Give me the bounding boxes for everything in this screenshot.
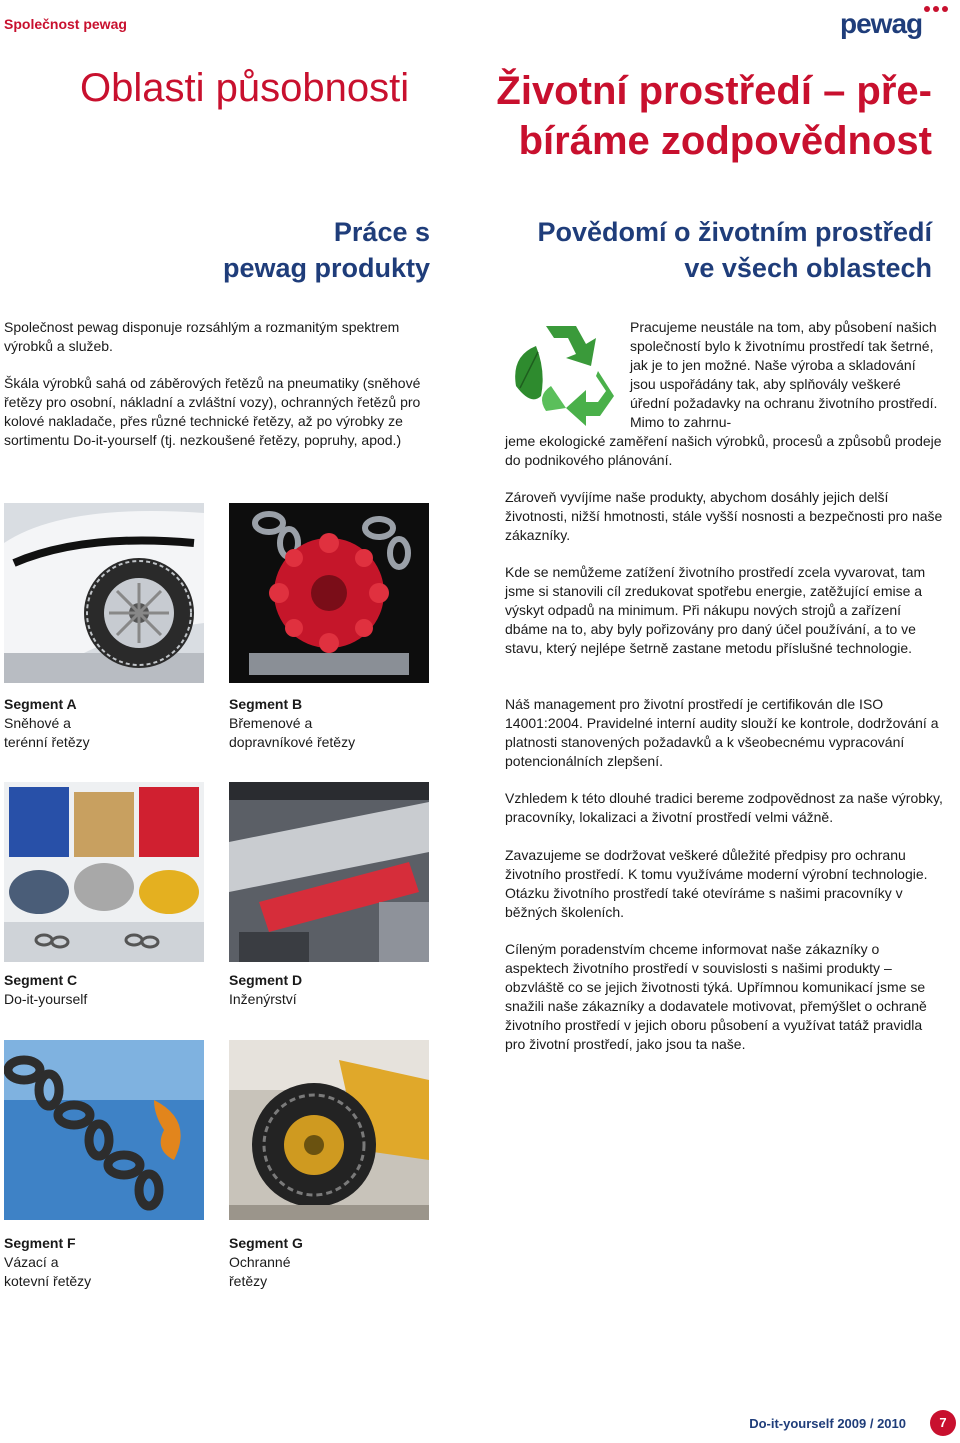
left-subtitle-line: pewag produkty — [222, 253, 430, 283]
segment-name: Segment C — [4, 972, 78, 988]
logo-dots — [924, 6, 948, 12]
segment-desc: terénní řetězy — [4, 734, 90, 750]
segment-d-caption — [229, 971, 302, 1009]
env-paragraph-1b: jeme ekologické zaměření našich výrobků, procesů a způsobů prodeje do podnikového plánování. — [505, 433, 942, 468]
segment-desc: Břemenové a — [229, 715, 313, 731]
env-paragraph-5: Vzhledem k této dlouhé tradici bereme zodpovědnost za naše výrobky, pracovníky, lokalizaci a životní prostředí velmi vážně. — [505, 790, 943, 825]
conveyor-chain-photo — [229, 503, 429, 683]
footer-publication: Do-it-yourself 2009 / 2010 — [749, 1416, 906, 1431]
segment-desc: Inženýrství — [229, 991, 297, 1007]
segment-desc: Sněhové a — [4, 715, 71, 731]
segment-name: Segment A — [4, 696, 77, 712]
pewag-logo — [840, 6, 950, 40]
segment-name: Segment G — [229, 1235, 303, 1251]
protection-chain-photo — [229, 1040, 429, 1220]
segment-desc: dopravníkové řetězy — [229, 734, 356, 750]
lashing-chain-photo — [4, 1040, 204, 1220]
right-title-line: bíráme zodpovědnost — [518, 119, 932, 163]
logo-text: pewag — [840, 8, 923, 39]
page-number: 7 — [930, 1410, 956, 1436]
running-header: Společnost pewag — [4, 16, 127, 32]
segment-g-caption — [229, 1234, 303, 1291]
segment-b-caption — [229, 695, 355, 752]
env-paragraph-3: Kde se nemůžeme zatížení životního prostředí zcela vyvarovat, tam jsme si stanovili cíl zredukovat spotřebu energie, zatěžující emise a výskyt odpadů na minimum. Při nákupu nových strojů a zařízení dbáme na to, aby byly pořizovány pro daný účel používání, a to ve stavu, který nejlépe šetrně zastane metodu příslušné technologie. — [505, 564, 926, 656]
segment-desc: řetězy — [229, 1273, 268, 1289]
right-title — [492, 66, 932, 166]
segment-c-caption — [4, 971, 87, 1009]
segment-name: Segment D — [229, 972, 303, 988]
segment-a-caption — [4, 695, 90, 752]
left-title: Oblasti působnosti — [80, 66, 410, 110]
env-paragraph-4: Náš management pro životní prostředí je certifikován dle ISO 14001:2004. Pravidelné interní audity slouží ke kontrole, dodržování a platnosti stanovených požadavků a k všeobecnému vypracování potencionálních zlepšení. — [505, 696, 939, 769]
env-paragraph-7: Cíleným poradenstvím chceme informovat naše zákazníky o aspektech životního prostředí v souvislosti s našimi produkty – obzvláště co se jejich životnosti týká. Upřímnou komunikací jsme se snažili naše zákazníky a dodavatele motivovat, přemýšlet o ochraně životního prostředí v jejich oboru působení a využívat tatáž pravidla pro životní prostředí, jako jsou ta naše. — [505, 941, 927, 1052]
diy-products-photo — [4, 782, 204, 962]
right-subtitle-line: Povědomí o životním prostředí — [537, 217, 932, 247]
left-subtitle-line: Práce s — [333, 217, 430, 247]
right-subtitle-line: ve všech oblastech — [684, 253, 932, 283]
segment-desc: Ochranné — [229, 1254, 291, 1270]
segment-name: Segment F — [4, 1235, 76, 1251]
right-subtitle — [537, 214, 932, 286]
segment-desc: kotevní řetězy — [4, 1273, 92, 1289]
snow-chain-photo — [4, 503, 204, 683]
segment-desc: Vázací a — [4, 1254, 59, 1270]
engineering-photo — [229, 782, 429, 962]
intro-paragraph: Společnost pewag disponuje rozsáhlým a rozmanitým spektrem výrobků a služeb. — [4, 319, 400, 354]
segment-name: Segment B — [229, 696, 303, 712]
env-paragraph-6: Zavazujeme se dodržovat veškeré důležité předpisy pro ochranu životního prostředí. K tomu využíváme moderní výrobní technologie. Otázku životního prostředí také otevíráme s našimi pracovníky v běžných školeních. — [505, 847, 928, 920]
segment-f-caption — [4, 1234, 91, 1291]
range-paragraph: Škála výrobků sahá od záběrových řetězů na pneumatiky (sněhové řetězy pro osobní, nákladní a zvláštní vozy), ochranných řetězů pro kolové nakladače, přes různé technické řetězy, až po výrobky ze sortimentu Do-it-yourself (tj. nezkoušené řetězy, popruhy, apod.) — [4, 375, 421, 448]
right-title-line: Životní prostředí – pře- — [496, 69, 932, 113]
env-paragraph-1a: Pracujeme neustále na tom, aby působení našich společností bylo k životnímu prostředí tak šetrné, jak je to jen možné. Naše výroba a skladování jsou uspořádány tak, aby splňovály veškeré úřední požadavky na ochranu životního prostředí. Mimo to zahrnu- — [630, 319, 938, 430]
segment-desc: Do-it-yourself — [4, 991, 88, 1007]
left-subtitle — [223, 214, 430, 286]
env-paragraph-2: Zároveň vyvíjíme naše produkty, abychom dosáhly jejich delší životnosti, nižší hmotnosti, stále vyšší nosnosti a bezpečnosti pro naše zákazníky. — [505, 489, 943, 543]
recycle-leaf-icon — [506, 316, 626, 426]
